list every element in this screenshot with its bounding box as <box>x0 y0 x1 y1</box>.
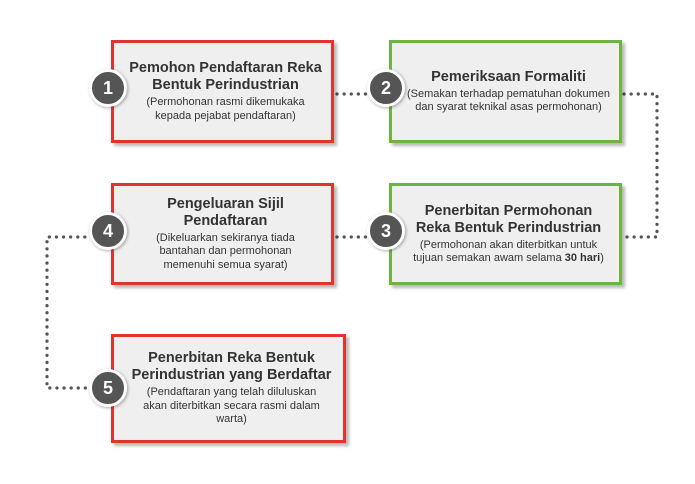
step-3-badge <box>367 212 405 250</box>
step-4-title: Pengeluaran Sijil Pendaftaran <box>167 195 284 229</box>
step-3-description-text: (Permohonan akan diterbitkan untuk tujuan semakan awam selama <box>413 238 598 264</box>
connector-2-to-3 <box>624 94 657 237</box>
step-1-title: Pemohon Pendaftaran Reka Bentuk Perindustrian <box>129 60 322 93</box>
step-5-number: 5 <box>102 377 113 398</box>
step-1-box <box>111 40 334 143</box>
step-3-description-end: ) <box>600 252 604 264</box>
step-2-title: Pemeriksaan Formaliti <box>431 68 586 85</box>
step-4-badge <box>89 212 127 250</box>
step-4-box <box>111 183 334 285</box>
step-5-description: (Pendaftaran yang telah diluluskan akan diterbitkan secara rasmi dalam warta) <box>143 386 320 426</box>
step-4-number: 4 <box>102 220 113 241</box>
step-2-badge <box>367 69 405 107</box>
step-2-box <box>389 40 622 143</box>
step-5-title: Penerbitan Reka Bentuk Perindustrian yang Berdaftar <box>131 350 332 384</box>
step-4-description: (Dikeluarkan sekiranya tiada bantahan dan permohonan memenuhi semua syarat) <box>156 231 295 271</box>
connector-4-to-5 <box>47 237 92 388</box>
step-3-number: 3 <box>380 220 391 241</box>
step-3-title: Penerbitan Permohonan Reka Bentuk Perindustrian <box>415 202 602 236</box>
step-1-description: (Permohonan rasmi dikemukaka kepada pejabat pendaftaran) <box>146 96 305 122</box>
step-2-number: 2 <box>380 77 391 98</box>
step-5-box <box>111 334 346 443</box>
step-1-badge <box>89 69 127 107</box>
step-5-badge <box>89 369 127 407</box>
step-3-description <box>406 239 611 266</box>
step-1-number: 1 <box>102 77 113 98</box>
step-3-description-duration: 30 hari <box>564 252 601 264</box>
step-3-box <box>389 183 622 285</box>
step-2-description: (Semakan terhadap pematuhan dokumen dan syarat teknikal asas permohonan) <box>406 87 611 113</box>
